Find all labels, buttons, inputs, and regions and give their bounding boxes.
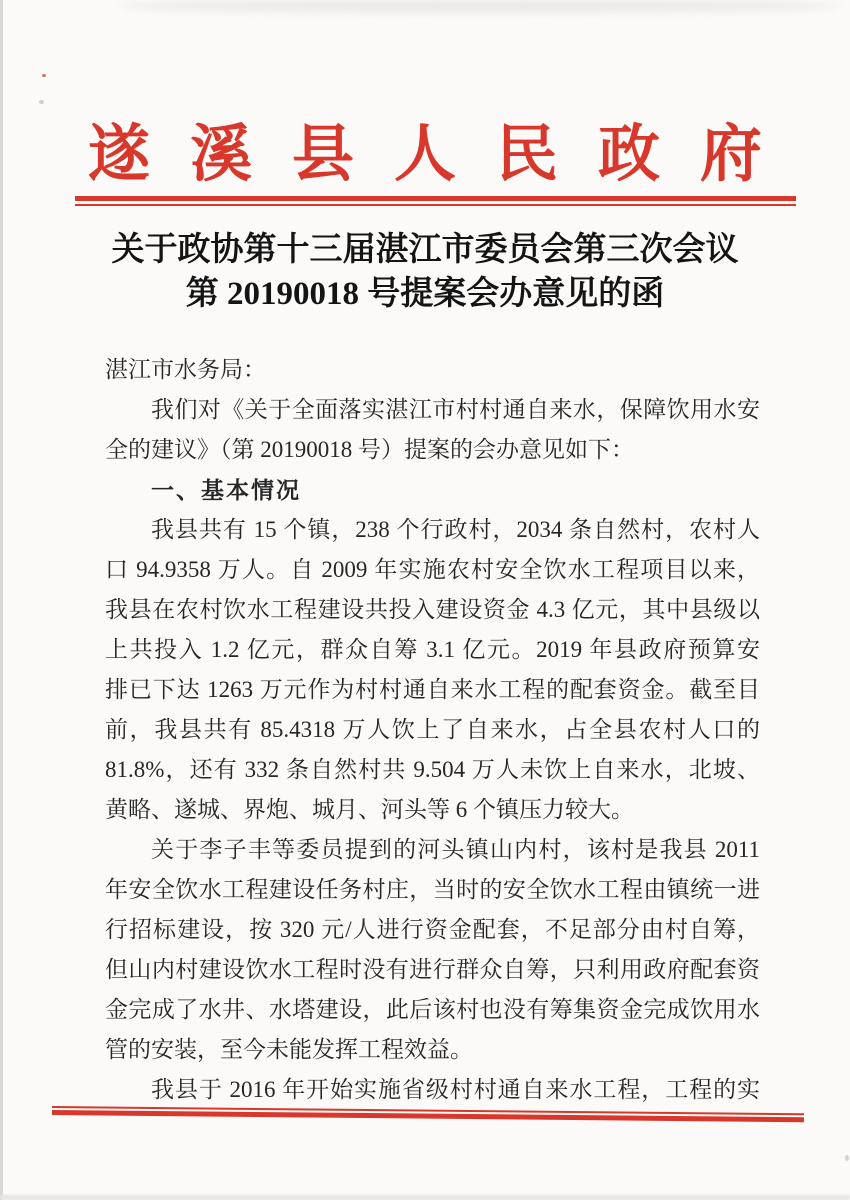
body-text-line: 我们对《关于全面落实湛江市村村通自来水，保障饮用水安 xyxy=(151,397,760,422)
body-text-line: 但山内村建设饮水工程时没有进行群众自筹，只利用政府配套资 xyxy=(105,957,760,982)
body-text-line: 全的建议》（第 20190018 号）提案的会办意见如下： xyxy=(105,437,634,462)
body-text-line: 管的安装，至今未能发挥工程效益。 xyxy=(105,1037,473,1062)
scan-smudge xyxy=(120,0,840,12)
body-text-line: 我县在农村饮水工程建设共投入建设资金 4.3 亿元，其中县级以 xyxy=(105,597,760,622)
document-title-line1: 关于政协第十三届湛江市委员会第三次会议 xyxy=(111,232,739,268)
body-text-line: 关于李子丰等委员提到的河头镇山内村，该村是我县 2011 xyxy=(151,837,760,862)
rule-thin xyxy=(75,204,796,206)
body-text-line: 湛江市水务局： xyxy=(105,357,266,382)
body-text-line: 81.8%，还有 332 条自然村共 9.504 万人未饮上自来水，北坡、 xyxy=(105,757,760,782)
body-text-line: 行招标建设，按 320 元/人进行资金配套，不足部分由村自筹， xyxy=(105,917,760,942)
body-text-line: 口 94.9358 万人。自 2009 年实施农村安全饮水工程项目以来， xyxy=(105,557,760,582)
body-text-line: 一、基本情况 xyxy=(151,477,301,503)
scan-speck xyxy=(42,74,46,77)
body-text-line: 前，我县共有 85.4318 万人饮上了自来水，占全县农村人口的 xyxy=(105,717,760,742)
document-title xyxy=(0,228,850,316)
document-body xyxy=(105,350,760,1110)
letterhead-double-rule xyxy=(75,196,796,206)
body-text-line: 排已下达 1263 万元作为村村通自来水工程的配套资金。截至目 xyxy=(105,677,760,702)
body-text-line: 年安全饮水工程建设任务村庄，当时的安全饮水工程由镇统一进 xyxy=(105,877,760,902)
scan-speck xyxy=(845,1155,849,1161)
body-text-line: 上共投入 1.2 亿元，群众自筹 3.1 亿元。2019 年县政府预算安 xyxy=(105,637,760,662)
scan-bottom-edge xyxy=(0,1195,850,1200)
document-title-line2: 第 20190018 号提案会办意见的函 xyxy=(185,276,665,312)
body-text-line: 我县于 2016 年开始实施省级村村通自来水工程，工程的实 xyxy=(151,1077,760,1102)
body-text-line: 我县共有 15 个镇，238 个行政村，2034 条自然村，农村人 xyxy=(151,517,760,542)
body-text-line: 金完成了水井、水塔建设，此后该村也没有筹集资金完成饮用水 xyxy=(105,997,760,1022)
body-text-line: 黄略、遂城、界炮、城月、河头等 6 个镇压力较大。 xyxy=(105,797,634,822)
letterhead-org-name: 遂溪县人民政府 xyxy=(87,121,802,189)
